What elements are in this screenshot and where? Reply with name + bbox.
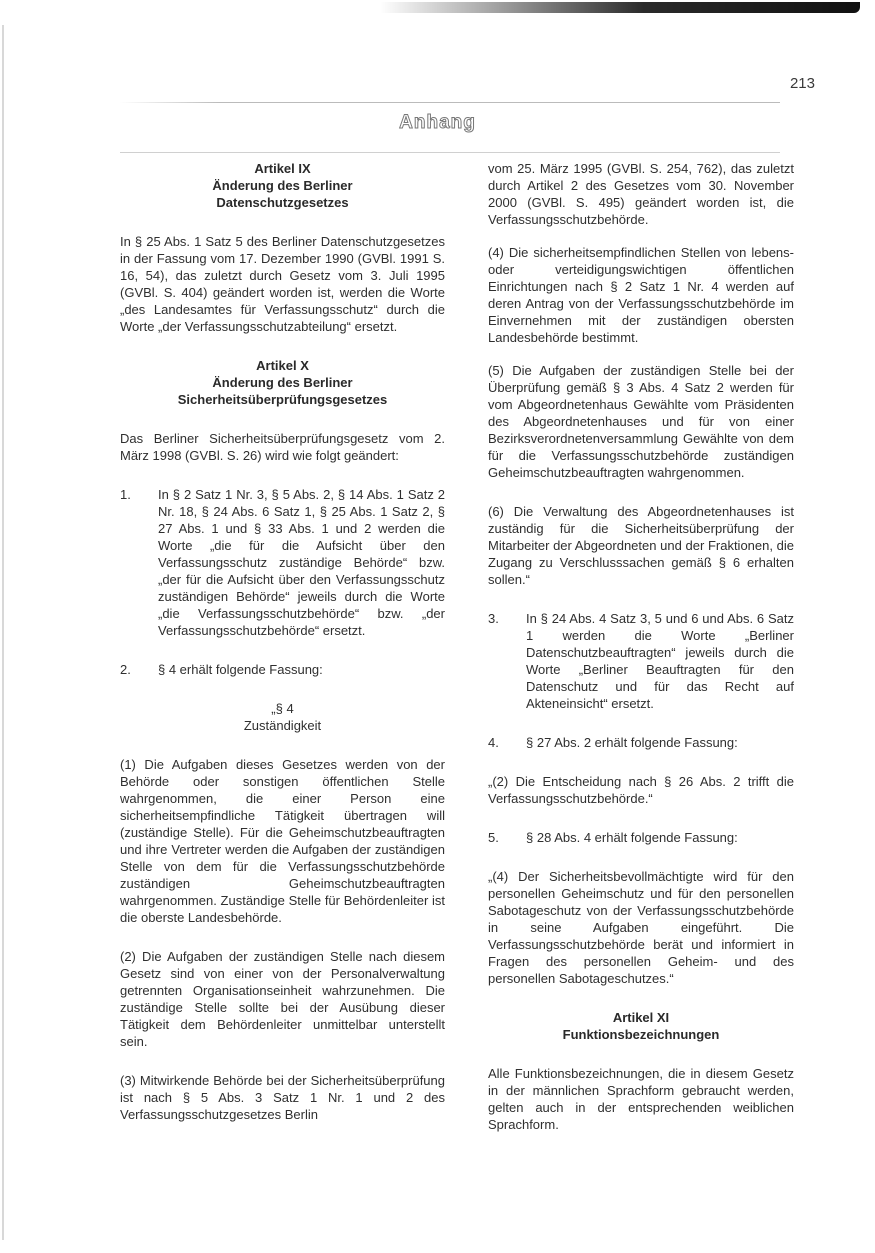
section-4-paragraph-6: (6) Die Verwaltung des Abgeordnetenhauses ist zuständig für die Sicherheitsüberprüfung der Mitarbeiter der Abgeordneten und der Fraktionen, die Zugang zu Verschlusssachen gemäß § 6 erhalten sollen.“ xyxy=(488,504,794,587)
header-rule-top xyxy=(120,102,780,103)
list-item-1-number: 1. xyxy=(120,487,131,502)
section-4-heading xyxy=(120,700,445,734)
section-4-paragraph-3-continued: vom 25. März 1995 (GVBl. S. 254, 762), das zuletzt durch Artikel 2 des Gesetzes vom 30. November 2000 (GVBl. S. 495) geändert worden ist, die Verfassungsschutzbehörde. xyxy=(488,161,794,227)
section-4-title: Zuständigkeit xyxy=(243,718,322,733)
list-item-5-number: 5. xyxy=(488,830,499,845)
article-9-subtitle-line1: Änderung des Berliner xyxy=(212,178,353,193)
list-item-4 xyxy=(488,734,794,751)
section-4-paragraph-4: (4) Die sicherheitsempfindlichen Stellen von lebens- oder verteidigungswichtigen öffentlichen Einrichtungen nach § 2 Satz 1 Nr. 4 werden auf deren Antrag von der Verfassungsschutzbehörde im Einvernehmen mit der zuständigen obersten Landesbehörde bestimmt. xyxy=(488,245,794,345)
article-10-subtitle-line2: Sicherheitsüberprüfungsgesetzes xyxy=(177,392,388,407)
scan-edge-shadow xyxy=(380,2,860,13)
page-number: 213 xyxy=(789,75,815,92)
list-item-4-text: § 27 Abs. 2 erhält folgende Fassung: xyxy=(526,735,738,750)
list-item-2-text: § 4 erhält folgende Fassung: xyxy=(158,662,323,677)
section-4-paragraph-3: (3) Mitwirkende Behörde bei der Sicherheitsüberprüfung ist nach § 5 Abs. 3 Satz 1 Nr. 1 und 2 des Verfassungsschutzgesetzes Berlin xyxy=(120,1073,445,1122)
running-header-title: Anhang xyxy=(399,112,476,133)
article-9-title: Artikel IX xyxy=(254,161,311,176)
article-11-heading xyxy=(488,1009,794,1043)
list-item-5-quote: „(4) Der Sicherheitsbevollmächtigte wird für den personellen Geheimschutz und für den personellen Sabotageschutz von der Verfassungsschutzbehörde in seine Aufgaben eingeführt. Die Verfassungsschutzbehörde berät und informiert in Fragen des personellen Geheim- und des personellen Sabotageschutzes.“ xyxy=(488,869,794,986)
article-11-title: Artikel XI xyxy=(612,1010,670,1025)
article-10-heading xyxy=(120,357,445,408)
list-item-2-number: 2. xyxy=(120,662,131,677)
list-item-4-number: 4. xyxy=(488,735,499,750)
article-9-text: In § 25 Abs. 1 Satz 5 des Berliner Datenschutzgesetzes in der Fassung vom 17. Dezember 1990 (GVBl. 1991 S. 16, 54), das zuletzt durch Gesetz vom 3. Juli 1995 (GVBl. S. 404) geändert worden ist, werden die Worte „des Landesamtes für Verfassungsschutz“ durch die Worte „der Verfassungsschutzabteilung“ ersetzt. xyxy=(120,234,445,334)
article-11-subtitle: Funktionsbezeichnungen xyxy=(562,1027,720,1042)
list-item-2 xyxy=(120,661,445,678)
section-4-number: „§ 4 xyxy=(271,701,294,716)
section-4-paragraph-2: (2) Die Aufgaben der zuständigen Stelle nach diesem Gesetz sind von einer von der Personalverwaltung getrennten Organisationseinheit wahrzunehmen. Die zuständige Stelle sollte bei der Ausübung dieser Tätigkeit dem Behördenleiter unmittelbar unterstellt sein. xyxy=(120,949,445,1049)
header-rule-bottom xyxy=(120,152,780,153)
list-item-1 xyxy=(120,486,445,639)
article-10-intro: Das Berliner Sicherheitsüberprüfungsgesetz vom 2. März 1998 (GVBl. S. 26) wird wie folgt geändert: xyxy=(120,431,445,463)
list-item-1-text: In § 2 Satz 1 Nr. 3, § 5 Abs. 2, § 14 Abs. 1 Satz 2 Nr. 18, § 24 Abs. 6 Satz 1, § 25 Abs. 1 Satz 2, § 27 Abs. 1 und § 33 Abs. 1 und 2 werden die Worte „die für die Aufsicht über den Verfassungsschutz zuständige Behörde“ bzw. „der für die Aufsicht über den Verfassungsschutz zuständigen Behörde“ jeweils durch die Worte „die Verfassungsschutzbehörde“ bzw. „der Verfassungsschutzbehörde“ ersetzt. xyxy=(158,487,445,638)
article-10-subtitle-line1: Änderung des Berliner xyxy=(212,375,353,390)
article-9-heading xyxy=(120,160,445,211)
article-10-title: Artikel X xyxy=(256,358,309,373)
article-9-subtitle-line2: Datenschutzgesetzes xyxy=(216,195,349,210)
list-item-4-quote: „(2) Die Entscheidung nach § 26 Abs. 2 trifft die Verfassungsschutzbehörde.“ xyxy=(488,774,794,806)
article-11-text: Alle Funktionsbezeichnungen, die in diesem Gesetz in der männlichen Sprachform gebraucht werden, gelten auch in der entsprechenden weiblichen Sprachform. xyxy=(488,1066,794,1132)
right-column xyxy=(488,160,794,1133)
left-column xyxy=(120,160,445,1123)
page-edge xyxy=(2,25,4,1240)
section-4-paragraph-5: (5) Die Aufgaben der zuständigen Stelle bei der Überprüfung gemäß § 3 Abs. 4 Satz 2 werden für vom Abgeordnetenhaus Gewählte vom Präsidenten des Abgeordnetenhauses und für von einer Bezirksverordnetenversammlung Gewählte von dem für die Verfassungsschutzbehörde zuständigen Geheimschutzbeauftragten wahrgenommen. xyxy=(488,363,794,480)
list-item-5-text: § 28 Abs. 4 erhält folgende Fassung: xyxy=(526,830,738,845)
list-item-3-text: In § 24 Abs. 4 Satz 3, 5 und 6 und Abs. 6 Satz 1 werden die Worte „Berliner Datenschutzbeauftragten“ jeweils durch die Worte „Berliner Beauftragten für den Datenschutz und für das Recht auf Akteneinsicht“ ersetzt. xyxy=(526,611,794,711)
list-item-3 xyxy=(488,610,794,712)
section-4-paragraph-1: (1) Die Aufgaben dieses Gesetzes werden von der Behörde oder sonstigen öffentlichen Stelle wahrgenommen, die einer Person eine sicherheitsempfindliche Tätigkeit übertragen will (zuständige Stelle). Für die Geheimschutzbeauftragten und ihre Vertreter werden die Aufgaben der zuständigen Stelle von dem für die Verfassungsschutzbehörde zuständigen Geheimschutzbeauftragten wahrgenommen. Zuständige Stelle für Behördenleiter ist die oberste Landesbehörde. xyxy=(120,757,445,925)
list-item-3-number: 3. xyxy=(488,611,499,626)
list-item-5 xyxy=(488,829,794,846)
